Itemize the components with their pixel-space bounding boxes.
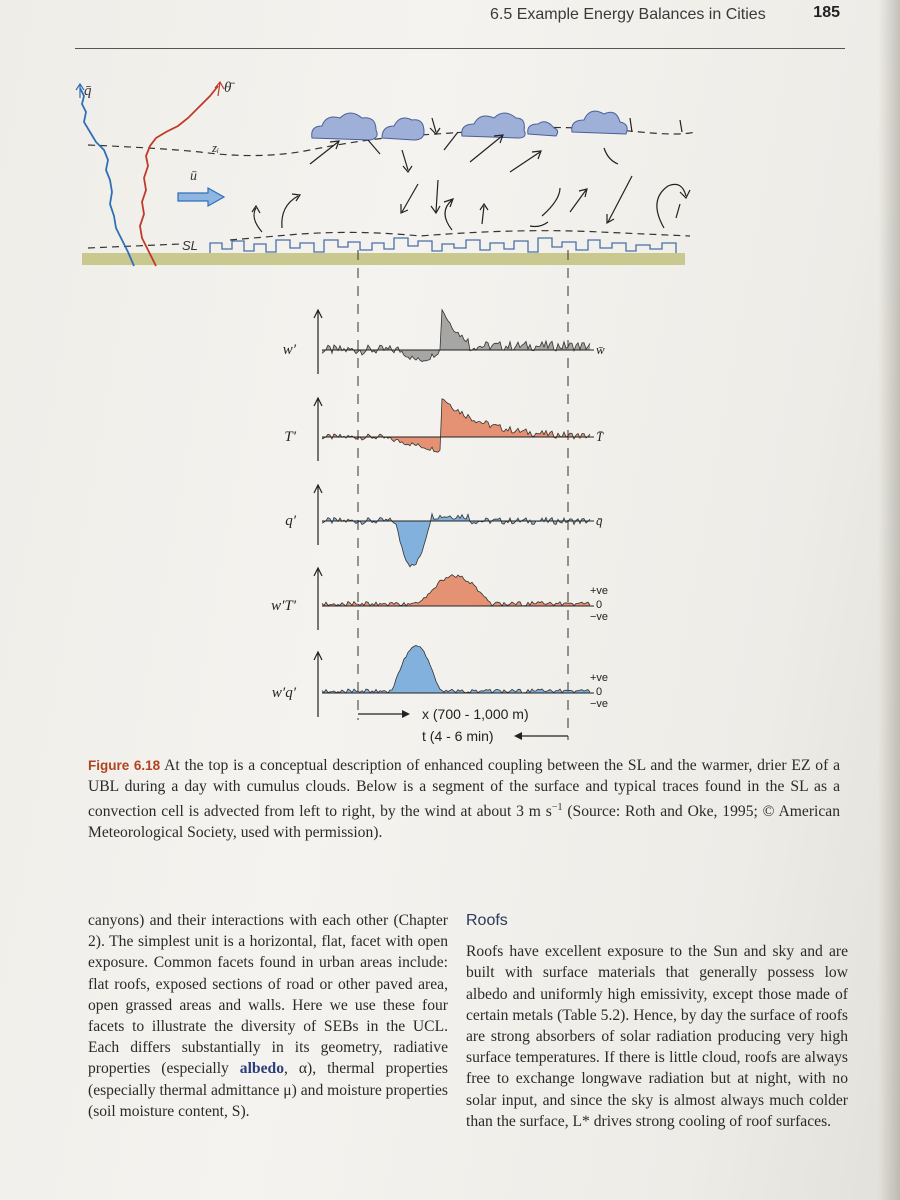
trace-mean-label: q̄ <box>596 513 603 528</box>
building-outline <box>210 238 676 253</box>
t-span-label: t (4 - 6 min) <box>422 728 494 744</box>
trace-fill <box>322 514 590 567</box>
trace-sign-label: 0 <box>596 599 603 611</box>
trace-fill <box>322 575 590 606</box>
trace-sign-label: −ve <box>590 611 609 623</box>
roofs-paragraph: Roofs have excellent exposure to the Sun and sky and are built with surface materials that generally possess low albedo and uniformly high emissivity, except those made of certain metals (Table 5.2). Hence, by day the surface of roofs are strong absorbers of solar radiation producing very high surface temperatures. If there is little cloud, roofs are always free to exchange longwave radiation but at night, with no solar input, and since the sky is almost always much colder than the surface, L* drives strong cooling of roof surfaces. <box>466 943 848 1130</box>
theta-profile-label: θ̄ <box>224 80 232 96</box>
ground-strip <box>82 253 685 265</box>
trace-sign-label: +ve <box>590 585 609 597</box>
wind-arrow <box>178 188 224 206</box>
q-profile <box>80 88 134 266</box>
trace-mean-label: T̄ <box>596 429 604 444</box>
right-column <box>466 910 848 1132</box>
trace-mean-label: w̄ <box>596 342 605 357</box>
trace-label: q′ <box>285 513 296 529</box>
albedo-keyword: albedo <box>239 1060 284 1078</box>
left-text-after: , α), thermal properties (especially thermal admittance μ) and moisture properties (soil moisture content, S). <box>88 1060 448 1120</box>
left-column <box>88 910 448 1122</box>
trace-label: w′q′ <box>271 685 296 701</box>
page-number: 185 <box>813 4 840 21</box>
trace-panels <box>271 310 608 717</box>
left-paragraph <box>88 910 448 1122</box>
figure-caption <box>88 755 840 843</box>
sl-label: SL <box>182 238 198 253</box>
trace-sign-label: +ve <box>590 672 609 684</box>
trace-sign-label: 0 <box>596 686 603 698</box>
roofs-heading: Roofs <box>466 912 508 929</box>
trace-sign-label: −ve <box>590 698 609 710</box>
trace-label: T′ <box>284 429 296 445</box>
trace-line <box>322 646 590 694</box>
caption-superscript: −1 <box>551 802 563 813</box>
trace-label: w′T′ <box>271 598 296 614</box>
trace-fill <box>322 310 590 362</box>
trace-label: w′ <box>282 342 296 358</box>
wind-label: ū <box>190 169 197 184</box>
left-text-before: canyons) and their interactions with each other (Chapter 2). The simplest unit is a horizontal, flat, facet with open exposure. Common facets found in urban areas include: flat roofs, exposed sections of road or other paved area, open grassed areas and walls. Here we use these four facets to illustrate the diversity of SEBs in the UCL. Each differs substantially in its geometry, radiative properties (especially <box>88 912 448 1078</box>
caption-text-end: (Source: Roth and Oke, 1995; © American Meteorological Society, used with permission). <box>88 803 840 842</box>
trace-fill <box>322 646 590 694</box>
theta-profile <box>140 86 218 266</box>
q-profile-label: q̄ <box>84 83 92 99</box>
cumulus-clouds <box>312 111 627 140</box>
trace-fill <box>322 399 590 452</box>
q-axis-arrow <box>76 84 84 98</box>
x-span-label: x (700 - 1,000 m) <box>422 706 529 722</box>
x-span-arrowhead <box>402 710 410 718</box>
running-head: 6.5 Example Energy Balances in Cities <box>490 6 766 23</box>
t-span-arrowhead <box>514 732 522 740</box>
caption-label: Figure 6.18 <box>88 758 161 773</box>
zi-label: zᵢ <box>212 140 220 155</box>
caption-text: At the top is a conceptual description of enhanced coupling between the SL and the warmer, drier EZ of a UBL during a day with cumulus clouds. Below is a segment of the surface and typical traces found in the SL as a convection cell is advected from left to right, by the wind at about 3 m s <box>88 757 840 821</box>
